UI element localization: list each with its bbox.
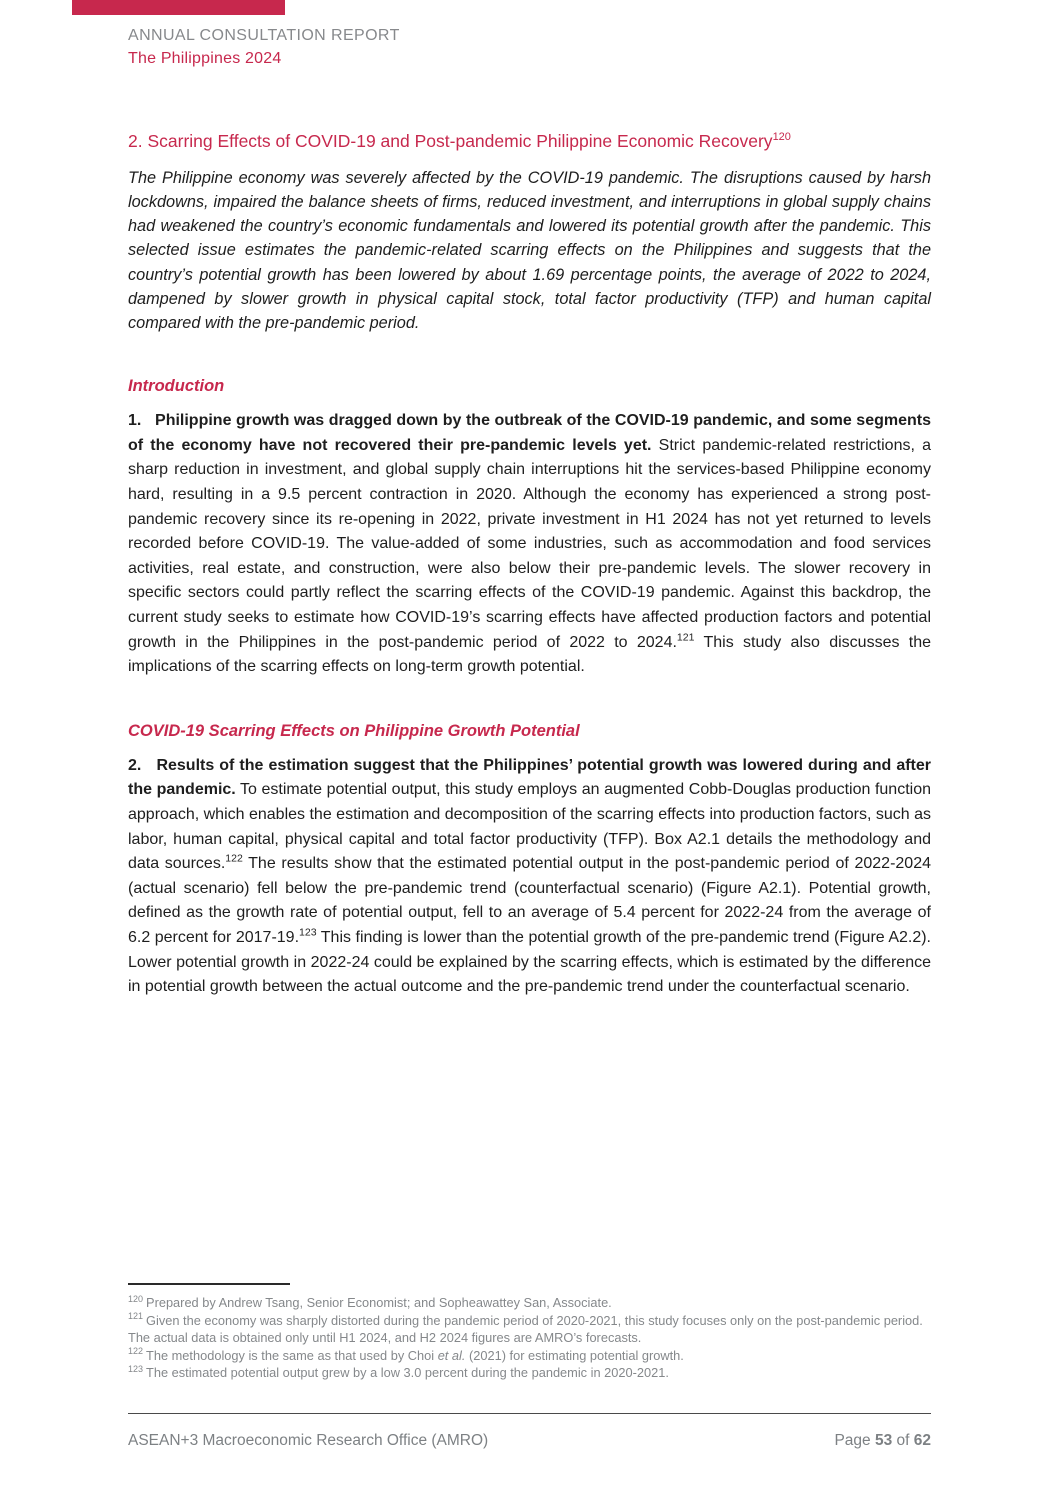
footnotes-section	[128, 1283, 931, 1382]
footnote-ref-122: 122	[225, 852, 243, 865]
paragraph-1	[128, 409, 931, 680]
page-footer	[128, 1413, 931, 1450]
footer-of-label: of	[892, 1432, 914, 1449]
footnote-123	[128, 1364, 931, 1382]
paragraph-2-text-c: This finding is lower than the potential growth of the pre-pandemic trend (Figure A2.2). Lower potential growth in 2022-24 could be explained by the scarring effects, which is estimated by the difference in potential growth between the actual outcome and the pre-pandemic trend under the counterfactual scenario.	[128, 928, 932, 996]
page-header	[128, 24, 400, 70]
footnote-ref-123: 123	[299, 926, 317, 939]
paragraph-2-text-a: To estimate potential output, this study employs an augmented Cobb-Douglas production function approach, which enables the estimation and decomposition of the scarring effects into production factors, such as labor, human capital, physical capital and total factor productivity (TFP). Box A2.1 details the methodology and data sources.	[128, 781, 931, 873]
report-subtitle: The Philippines 2024	[128, 50, 282, 67]
footnote-122-text-b: (2021) for estimating potential growth.	[465, 1347, 684, 1363]
brand-red-bar	[72, 0, 285, 15]
lead-paragraph: The Philippine economy was severely affected by the COVID-19 pandemic. The disruptions caused by harsh lockdowns, impaired the balance sheets of firms, reduced investment, and interruptions in global supply chains had weakened the country’s economic fundamentals and lowered its potential growth after the pandemic. This selected issue estimates the pandemic-related scarring effects on the Philippines and suggests that the country’s potential growth has been lowered by about 1.69 percentage points, the average of 2022 to 2024, dampened by slower growth in physical capital stock, total factor productivity (TFP) and human capital compared with the pre-pandemic period.	[128, 168, 931, 333]
footnote-ref-121: 121	[676, 631, 695, 644]
footer-page-total: 62	[913, 1432, 931, 1449]
section-heading-text: 2. Scarring Effects of COVID-19 and Post-pandemic Philippine Economic Recovery	[128, 130, 773, 151]
paragraph-1-text-b: This study also discusses the implications of the scarring effects on long-term growth potential.	[128, 633, 932, 676]
footer-page-number: 53	[874, 1432, 893, 1449]
section-heading	[128, 126, 931, 152]
footnote-123-number: 123	[128, 1363, 144, 1374]
report-title: ANNUAL CONSULTATION REPORT	[128, 27, 400, 44]
paragraph-1-text-a: Strict pandemic-related restrictions, a sharp reduction in investment, and global supply chain interruptions hit the services-based Philippine economy hard, resulting in a 9.5 percent contraction in 2020. Although the economy has experienced a strong post-pandemic recovery since its re-opening in 2022, private investment in H1 2024 has not yet returned to levels recorded before COVID-19. The value-added of some industries, such as accommodation and food services activities, real estate, and construction, were also below their pre-pandemic levels. The slower recovery in specific sectors could partly reflect the scarring effects of the COVID-19 pandemic. Against this backdrop, the current study seeks to estimate how COVID-19’s scarring effects have affected production factors and potential growth in the Philippines in the post-pandemic period of 2022 to 2024.	[128, 436, 932, 651]
paragraph-1-bold-lead: 1. Philippine growth was dragged down by the outbreak of the COVID-19 pandemic, and some segments of the economy have not recovered their pre-pandemic levels yet.	[128, 412, 931, 454]
footnote-122-text-a: The methodology is the same as that used by Choi	[146, 1347, 438, 1363]
footer-row	[128, 1432, 931, 1450]
footnote-120	[128, 1294, 931, 1312]
footer-page-info	[834, 1432, 931, 1450]
footer-page-label: Page	[834, 1432, 875, 1449]
footnote-122	[128, 1347, 931, 1365]
paragraph-2-bold-lead: 2. Results of the estimation suggest that the Philippines’ potential growth was lowered during and after the pandemic.	[128, 756, 931, 799]
footnote-ref-120: 120	[772, 131, 791, 143]
footnote-121-text: Given the economy was sharply distorted during the pandemic period of 2020-2021, this study focuses only on the post-pandemic period. The actual data is obtained only until H1 2024, and H2 2024 figures are AMRO’s forecasts.	[128, 1312, 923, 1345]
paragraph-2-text-b: The results show that the estimated potential output in the post-pandemic period of 2022-2024 (actual scenario) fell below the pre-pandemic trend (counterfactual scenario) (Figure A2.1). Potential growth, defined as the growth rate of potential output, fell to an average of 5.4 percent for 2022-24 from the average of 6.2 percent for 2017-19.	[128, 855, 931, 946]
paragraph-2	[128, 754, 931, 1000]
footnote-120-text: Prepared by Andrew Tsang, Senior Economist; and Sopheawattey San, Associate.	[146, 1295, 612, 1310]
footnote-123-text: The estimated potential output grew by a low 3.0 percent during the pandemic in 2020-2021.	[146, 1365, 669, 1380]
footnote-separator-rule	[128, 1283, 290, 1285]
footer-org: ASEAN+3 Macroeconomic Research Office (AMRO)	[128, 1432, 489, 1449]
intro-heading: Introduction	[128, 377, 225, 396]
main-content	[128, 126, 931, 1000]
footnote-122-number: 122	[128, 1346, 144, 1357]
footnote-121-number: 121	[128, 1311, 144, 1322]
footnote-122-et-al: et al.	[437, 1347, 466, 1363]
footer-rule	[128, 1413, 931, 1414]
footnote-120-number: 120	[128, 1293, 144, 1304]
scarring-heading: COVID-19 Scarring Effects on Philippine Growth Potential	[128, 721, 580, 740]
footnote-121	[128, 1312, 931, 1347]
